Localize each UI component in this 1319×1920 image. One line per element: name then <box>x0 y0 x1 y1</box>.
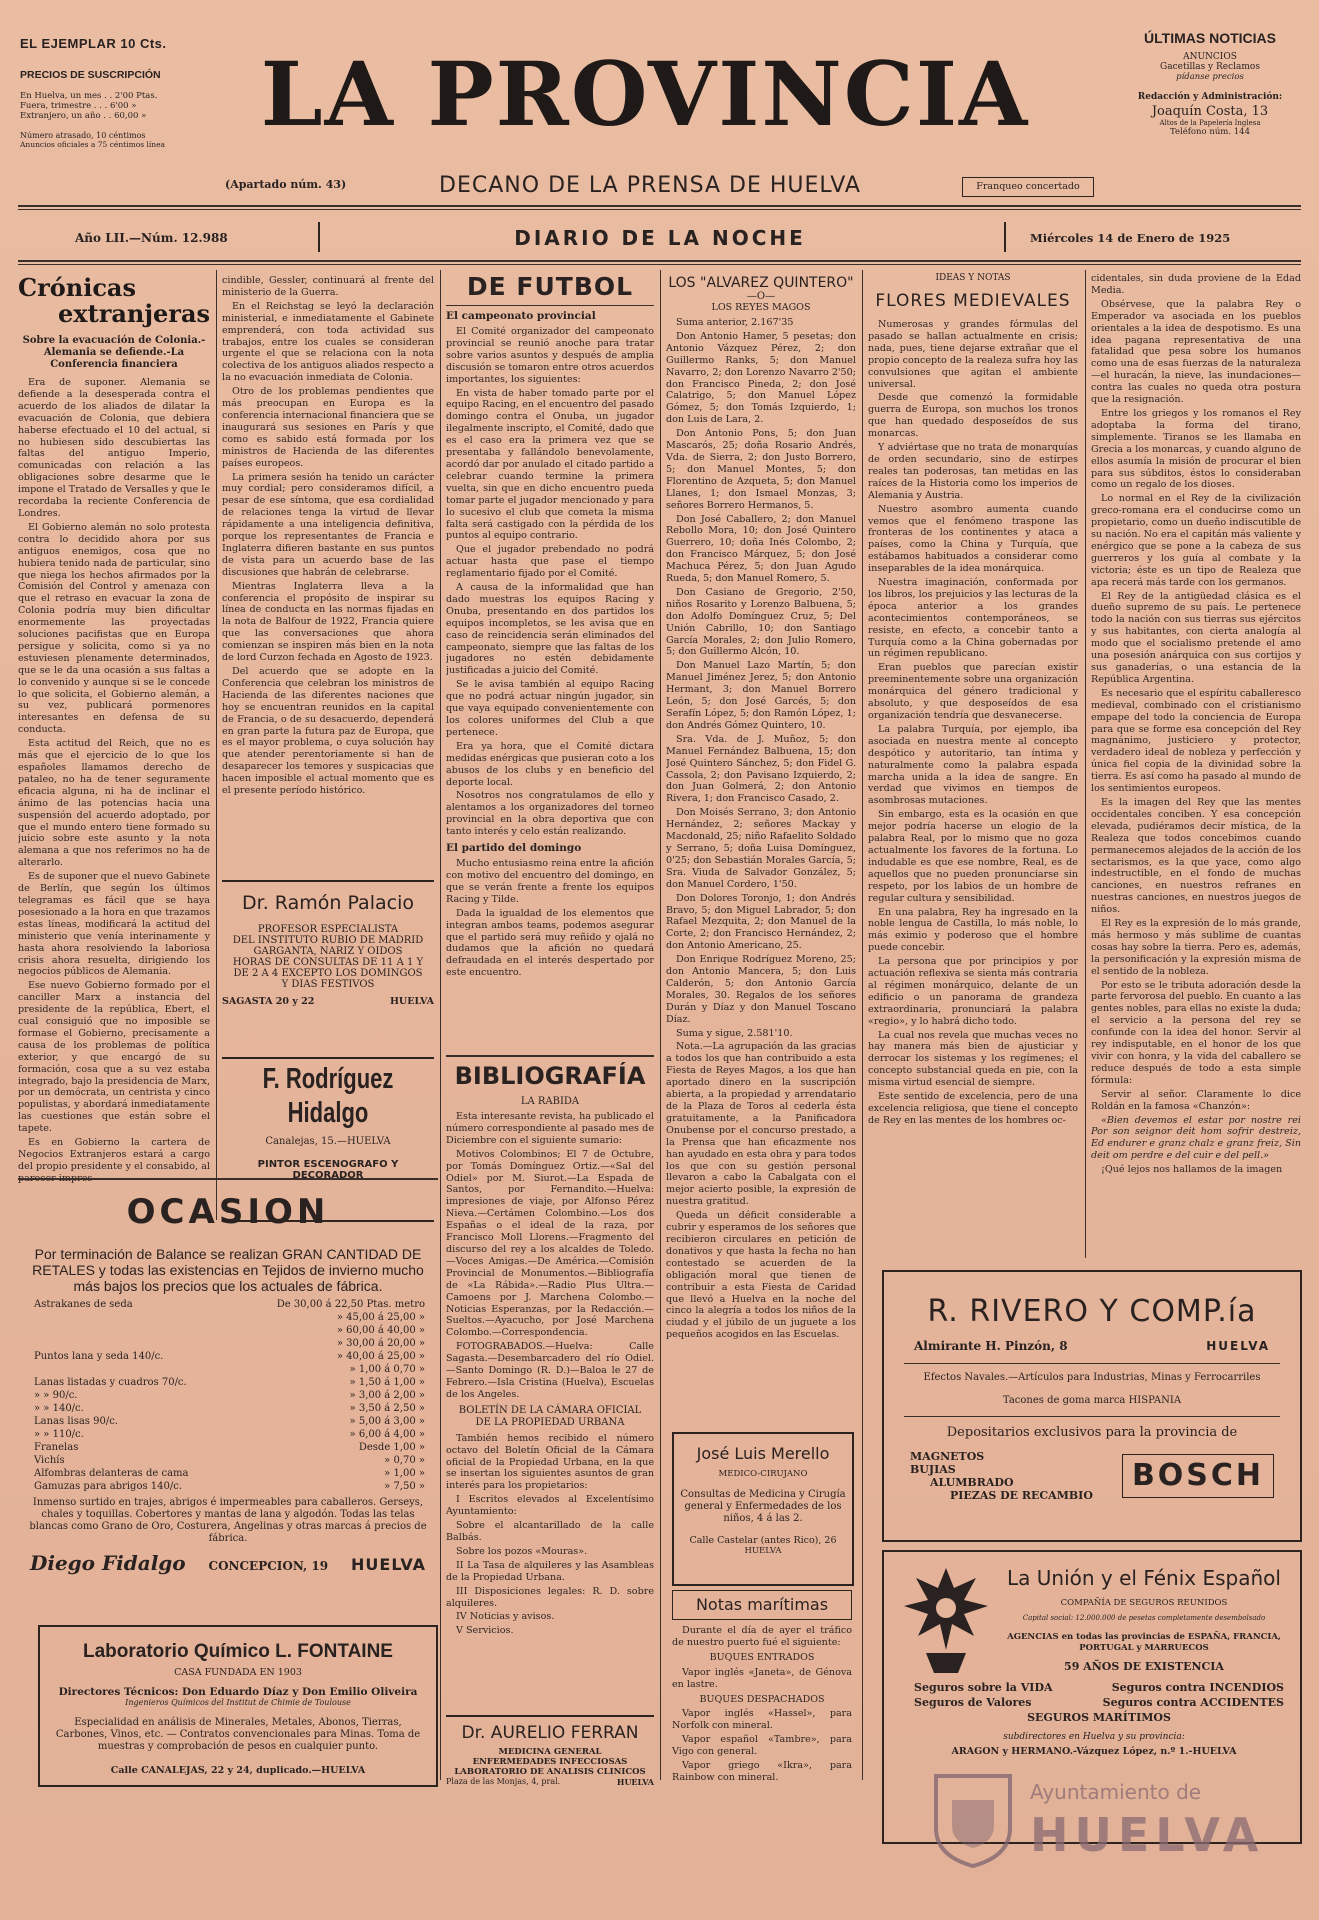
column-rule <box>862 270 863 1780</box>
fontaine-ad <box>38 1625 438 1787</box>
article-paragraph: II La Tasa de alquileres y las Asambleas de la Propiedad Urbana. <box>446 1559 654 1583</box>
divider <box>1004 222 1006 252</box>
union-incendios: Seguros contra INCENDIOS <box>1111 1681 1284 1694</box>
price-item: » » 110/c. <box>34 1429 84 1440</box>
franqueo-box <box>962 177 1094 197</box>
article-paragraph: Don Manuel Lazo Martín, 5; don Manuel Jiménez Jerez, 5; don Antonio Hermant, 3; don Manuel Borrero León, 5; don José Garcés, 5; don Serafín López, 5; don Ramón López, 1; don Andrés Gómez Quintero, 10. <box>666 660 856 731</box>
article-paragraph: Mucho entusiasmo reina entre la afición con motivo del encuentro del domingo, en que se verán frente a frente los equipos Racing y Tilde. <box>446 858 654 905</box>
price-row <box>32 1311 427 1324</box>
masthead-left <box>20 36 195 149</box>
article-paragraph: La primera sesión ha tenido un carácter muy cordial; pero consideramos difícil, a pesar de ese síntoma, que esa cordialidad de relaciones tenga la virtud de llevar rápidamente a una inteligencia definitiva, porque los representantes de Francia e Inglaterra difieren bastante en sus puntos de vista para un acuerdo base de las discusiones que habrán de celebrarse. <box>222 471 434 578</box>
price-item: Gamuzas para abrigos 140/c. <box>34 1481 183 1492</box>
price-value: » 7,50 » <box>384 1481 425 1492</box>
price-item: » » 90/c. <box>34 1390 78 1401</box>
rivero-line: Depositarios exclusivos para la provincia de <box>946 1425 1238 1440</box>
article-paragraph: En el Reichstag se leyó la declaración ministerial, e inmediatamente el Gabinete emprenderá, con toda actividad sus trabajos, entre los cuales se consideran urgente el que se relaciona con la nota colectiva de los antiguos aliados respecto a la no evacuación inmediata de Colonia. <box>222 300 434 384</box>
newspaper-title: LA PROVINCIA <box>260 42 1030 146</box>
bosch-label: BOSCH <box>1131 1458 1265 1493</box>
article-paragraph: Vapor español «Tambre», para Vigo con general. <box>672 1734 852 1758</box>
price-value: » 5,00 á 3,00 » <box>349 1416 425 1427</box>
bosch-logo <box>1122 1454 1274 1498</box>
article-paragraph: Es de suponer que el nuevo Gabinete de Berlín, que según los últimos telegramas es fácil que se haya posesionado a la hora en que trazamos estas líneas, modificará la actitud del ministerio que venía interinamente y hasta ahora resolviendo la laboriosa crisis ahora resuelta, dirigiendo los negocios públicos de Alemania. <box>18 871 210 978</box>
article-paragraph: Dada la igualdad de los elementos que integran ambos teams, podemos asegurar que el partido será muy reñido y ojalá no dudamos que la afición no quedará defraudada en el interés despertado por este encuentro. <box>446 907 654 979</box>
article-paragraph: En una palabra, Rey ha ingresado en la noble lengua de Castilla, lo más noble, lo más eximio y poderoso que el hombre puede concebir. <box>868 906 1078 954</box>
article-paragraph: Lo normal en el Rey de la civilización greco-romana era el conducirse como un propietario, como un dueño indiscutible de su nación. No era el capitán más valiente y enérgico que se pone a la cabeza de sus guerreros y los guía al combate y la victoria; éste es un tipo de Realeza que apa recerá más tarde con los germanos. <box>1091 493 1301 588</box>
article-paragraph: V Servicios. <box>456 1625 514 1637</box>
despachados-title: BUQUES DESPACHADOS <box>699 1693 825 1705</box>
article-paragraph: Se le avisa también al equipo Racing que no podrá actuar ningún jugador, sin que vaya equipado convenientemente con los colores uniformes del Club a que pertenece. <box>446 679 654 738</box>
article-paragraph: IV Noticias y avisos. <box>456 1611 555 1623</box>
issue-date: Miércoles 14 de Enero de 1925 <box>1030 231 1231 245</box>
subscription-line: Fuera, trimestre . . . 6'00 » <box>20 101 137 111</box>
back-issue-note: Número atrasado, 10 céntimos <box>20 131 146 140</box>
price-value: » 3,00 á 2,00 » <box>349 1390 425 1401</box>
article-paragraph: Don Moisés Serrano, 3; don Antonio Hernández, 2; señores Mackay y Macdonald, 25; niño Rafaelito Soldado y Serrano, 5; doña Luisa Domínguez, 0'25; don Sebastián Morales García, 5; Sra. Viuda de Salvador González, 5; don Manuel Cordero, 1'50. <box>666 807 856 890</box>
palacio-line: DE 2 A 4 EXCEPTO LOS DOMINGOS <box>233 968 423 979</box>
notas-title: Notas marítimas <box>695 1595 829 1614</box>
price-row <box>32 1454 427 1467</box>
price-item: Astrakanes de seda <box>34 1299 133 1310</box>
masthead-rule <box>18 205 1301 207</box>
union-subdir: subdirectores en Huelva y su provincia: <box>1003 1732 1185 1742</box>
quintero-subtitle: LOS REYES MAGOS <box>711 302 811 313</box>
price-item: Vichís <box>34 1455 65 1466</box>
palacio-line: HORAS DE CONSULTAS DE 11 A 1 Y <box>232 957 424 968</box>
franqueo-label: Franqueo concertado <box>976 181 1080 192</box>
price-item <box>32 1337 233 1350</box>
column-rule <box>660 270 661 1780</box>
ocasion-firm: Diego Fidalgo <box>30 1551 186 1575</box>
price-row <box>32 1402 427 1415</box>
article-paragraph: El Rey de la antigüedad clásica es el dueño supremo de su país. Le pertenece todo la nación con sus tierras sus ejércitos y sus habitantes, con cierta analogía al modo que el socialismo pretende el amo una posesión anárquica con sus cortijos y sus ganaderías, o una estancia de la República Argentina. <box>1091 590 1301 685</box>
palacio-line: PROFESOR ESPECIALISTA <box>257 924 399 935</box>
article-paragraph: Suma y sigue, 2.581'10. <box>676 1027 793 1039</box>
price-value: » 6,00 á 4,00 » <box>349 1429 425 1440</box>
flores-continued <box>1091 273 1301 1258</box>
palacio-name: Dr. Ramón Palacio <box>242 892 414 914</box>
article-paragraph: Don José Caballero, 2; don Manuel Rebollo Mora, 10; don José Quintero Guerrero, 10; doña Inés Colombo, 2; don Francisco Márquez, 5; don José Machuca Pérez, 5; don Juan Agudo Rueda, 5; don Manuel Romero, 5. <box>666 513 856 585</box>
article-paragraph: El Gobierno alemán no solo protesta contra lo decidido ahora por sus antiguos enemigos, cosa que no hubiera tenido nada de particular, sino que niega los hechos afirmados por la Comisión del Control y amenaza con que el retraso en evacuar la zona de Colonia podría muy bien dificultar enormemente las proyectadas soluciones pacifistas que en Europa persigue y solicita, como si ya no estuviesen plenamente determinados, que se le da una ocasión a sus faltas a lo convenido y aunque si se le concede lo que solicita, el Gobierno alemán, a su vez, publicará pormenores interesantes en defensa de su conducta. <box>18 521 210 736</box>
header-rule-thin <box>18 264 1301 265</box>
price-value: » 40,00 á 25,00 » <box>336 1351 425 1362</box>
price-item: » » 140/c. <box>34 1403 84 1414</box>
price-row <box>32 1441 427 1454</box>
header-rule <box>18 260 1301 262</box>
article-paragraph: cidentales, sin duda proviene de la Edad Media. <box>1091 273 1301 296</box>
flores-article <box>868 273 1078 1228</box>
biblio-subtitle: LA RABIDA <box>520 1096 580 1107</box>
price-value: » 60,00 á 40,00 » <box>336 1325 425 1336</box>
ocasion-title: OCASION <box>126 1192 330 1232</box>
futbol-subtitle-2: El partido del domingo <box>446 842 582 855</box>
union-sub: COMPAÑÍA DE SEGUROS REUNIDOS <box>1060 1598 1228 1608</box>
price-row <box>32 1428 427 1441</box>
article-paragraph: Sobre el alcantarillado de la calle Balbás. <box>446 1520 654 1543</box>
article-paragraph: Don Casiano de Gregorio, 2'50, niños Rosarito y Lorenzo Balbuena, 5; don Adolfo Domínguez Cruz, 5; Del Unión Cabrillo, 10; don Santiago García Morales, 2; don Julio Romero, 5; don Guillermo Alcón, 10. <box>666 586 856 658</box>
article-paragraph: Motivos Colombinos; El 7 de Octubre, por Tomás Domínguez Ortiz.—«Sal del Odiel» por M. Siurot.—La Espada de Santos, por Fernandito.—Huelva: impresiones de viaje, por Alfonso Pérez Nieva.—Certámen Colombino.—Los dos Españas o el ideal de la raza, por Francisco Moll Llorens.—Fragmento del discurso del rey a los alcaldes de Toledo.—Voces Amigas.—De América.—Comisión Provincial de Monumentos.—Bibliografía de «La Rábida».—Radio Plus Ultra.—Camoens por J. Marchena Colombo.—Noticias Esperanzas, por la Redacción.—Sueltos.—Ayacucho, por José Marchena Colombo.—Correspondencia. <box>446 1148 654 1339</box>
union-accidentes: Seguros contra ACCIDENTES <box>1102 1696 1284 1709</box>
article-paragraph: Nosotros nos congratulamos de ello y alentamos a los organizadores del torneo provincial en la obra deportiva que con tanto interés y celo están realizando. <box>446 790 654 838</box>
union-valores: Seguros de Valores <box>914 1696 1032 1709</box>
cronicas-continued <box>222 275 434 875</box>
quintero-article <box>666 275 856 1425</box>
palacio-line: GARGANTA, NARIZ Y OIDOS <box>253 946 403 957</box>
price-value: » 0,70 » <box>384 1455 425 1466</box>
precios-label: pídanse precios <box>1176 72 1244 82</box>
rivero-line: Tacones de goma marca HISPANIA <box>1002 1395 1182 1406</box>
article-paragraph: Sra. Vda. de J. Muñoz, 5; don Manuel Fernández Balbuena, 15; don José Quintero Sánchez, 5; don Fidel G. Cassola, 2; don Pavisano Izquierdo, 2; don Juan Golmerá, 2; don Antonio Rivera, 1; don Francisco Casado, 2. <box>666 733 856 805</box>
price-row <box>32 1363 427 1376</box>
article-paragraph: Otro de los problemas pendientes que más preocupan en Europa es la conferencia internacional financiera que se inaugurará sus sesiones en París y que como es sabido está formada por los ministros de Hacienda de las diferentes países europeos. <box>222 386 434 469</box>
fontaine-founded: CASA FUNDADA EN 1903 <box>174 1667 302 1678</box>
price-item: Lanas lisas 90/c. <box>34 1416 118 1427</box>
article-paragraph: Que el jugador prebendado no podrá actuar hasta que pase el tiempo reglamentario fijado por el Comité. <box>446 544 654 580</box>
altos-label: Altos de la Papelería Inglesa <box>1159 119 1261 127</box>
price-row <box>32 1415 427 1428</box>
ferran-line: ENFERMEDADES INFECCIOSAS <box>472 1757 628 1767</box>
biblio-rule <box>446 1055 654 1057</box>
article-paragraph: Obsérvese, que la palabra Rey o Emperador va asociada en los pueblos orientales a la idea de despotismo. Es una idea pagana representativa de una fatalidad que pesa sobre los humanos como una de esas fuerzas de la naturaleza—el huracán, la nieve, las inundaciones—contra las cuales no queda otra postura que la resignación. <box>1091 298 1301 406</box>
price-item: Alfombras delanteras de cama <box>34 1468 189 1479</box>
article-paragraph: Desde que comenzó la formidable guerra de Europa, son muchos los tronos que han quedado desposeídos de sus monarcas. <box>868 392 1078 440</box>
palacio-address: SAGASTA 20 y 22 <box>222 996 315 1007</box>
merello-ad <box>672 1432 854 1586</box>
article-paragraph: Ese nuevo Gobierno formado por el canciller Marx a instancia del presidente de la república, Ebert, el cual consiguió que no imposible se formase el Gobierno, precisamente a causa de los problemas de política exterior, y que encargó de su formación, cosa que a su vez estaba integrado, bajo la presidencia de Marx, por un demócrata, un centrista y cinco populistas, y abordará inmediatamente las cuestiones que están sobre el tapete. <box>18 980 210 1135</box>
article-paragraph: Nuestro asombro aumenta cuando vemos que el fenómeno traspone las fronteras de los continentes y ataca a países, como la China y Turquía, que estábamos habituados a considerar como inseparables de la idea monárquica. <box>868 503 1078 575</box>
issue-number: Año LII.—Núm. 12.988 <box>75 231 228 245</box>
phoenix-emblem-icon <box>896 1558 996 1678</box>
article-paragraph: También hemos recibido el número octavo del Boletín Oficial de la Cámara oficial de la Propiedad Urbana, en la que se insertan los siguientes asuntos de gran interés para los propietarios: <box>446 1432 654 1492</box>
notas-box <box>672 1590 852 1620</box>
rodriguez-address: Canalejas, 15.—HUELVA <box>265 1136 391 1147</box>
article-paragraph: Por esto se le tributa adoración desde la parte fervorosa del pueblo. En cuanto a las gentes nobles, para ellas no existe la duda; el servicio a la persona del rey se confunde con la idea del honor. Servir al rey indisputable, en el honor de los que vivir con honra, y la vida del caballero se reduce después de todo a esta simple fórmula: <box>1091 979 1301 1086</box>
quintero-title: LOS "ALVAREZ QUINTERO" <box>668 275 854 291</box>
entrados-title: BUQUES ENTRADOS <box>709 1651 815 1663</box>
rivero-name: R. RIVERO Y COMP.ía <box>927 1294 1257 1329</box>
rivero-item: PIEZAS DE RECAMBIO <box>950 1489 1093 1502</box>
article-paragraph: Del acuerdo que se adopte en la Conferencia que celebran los ministros de Hacienda de las diferentes naciones que hoy se encuentran reunidos en la capital de Francia, o de su desacuerdo, dependerá en gran parte la futura paz de Europa, que es el mayor problema, o cuya solución hay que atender perentoriamente si han de desaparecer los temores y suspicacias que hacen imposible el actual momento que es el presente período histórico. <box>222 666 434 797</box>
article-paragraph: III Disposiciones legales: R. D. sobre alquileres. <box>446 1585 654 1609</box>
ocasion-firm-city: HUELVA <box>351 1555 426 1574</box>
article-paragraph: Queda un déficit considerable a cubrir y esperamos de los señores que recibieron circulares en petición de donativos y que hasta la fecha no han contestado se acuerden de la obligación moral que tienen de contribuir a esta Fiesta de Caridad que llevó a Huelva en la noche del cinco la alegría a todos los niños de la ciudad y el júbilo de un juguete a los pequeños acogidos en las Escuelas. <box>666 1210 856 1341</box>
price-row <box>32 1376 427 1389</box>
article-paragraph: Esta actitud del Reich, que no es más que el ejercicio de lo que los españoles llamamos derecho de pataleo, no ha de tener seguramente eficacia alguna, ni ha de inclinar el ánimo de las potencias hacia una suspensión del acuerdo adoptado, por que el mundo entero tiene formado su juicio sobre este asunto y la nota alemana a que nos referimos no ha de alterarlo. <box>18 738 210 869</box>
article-paragraph: En vista de haber tomado parte por el equipo Racing, en el encuentro del pasado domingo contra el Onuba, un jugador ilegalmente inscripto, el Comité, dado que es el caso era la primera vez que se presentaba y fallándolo benevolamente, acordó dar por anulado el citado partido a celebrar cuando termine la primera vuelta, sin que en dicho encuentro pueda tomar parte el jugador mencionado y para lo sucesivo el club que cometa la misma falta será castigado con la pérdida de los puntos al equipo contrario. <box>446 387 654 542</box>
merello-address: Calle Castelar (antes Rico), 26 <box>689 1535 837 1546</box>
quintero-dash: —O— <box>746 291 776 302</box>
article-paragraph: La palabra Turquía, por ejemplo, iba asociada en nuestra mente al concepto despótico y autoritario, tan íntima y naturalmente como la palabra espada marcha unida a la idea de sangre. En verdad que vivimos en tiempos de asombrosas mutaciones. <box>868 723 1078 807</box>
divider <box>318 222 320 252</box>
article-paragraph: Sobre los pozos «Mouras». <box>456 1545 588 1557</box>
article-paragraph: Es necesario que el espíritu caballeresco medieval, combinado con el cristianismo empape del todo la conciencia de Europa para que se forme esa concepción del Rey magnánimo, justiciero y protector, verdadero ideal de nobleza y perfección y única fiel copia de la divinidad sobre la tierra. Es así como ha pasado al mundo de los sentimientos europeos. <box>1091 687 1301 795</box>
price-row <box>32 1350 427 1363</box>
palacio-line: DEL INSTITUTO RUBIO DE MADRID <box>232 935 424 946</box>
price-row <box>32 1298 427 1311</box>
article-paragraph: Vapor griego «Ikra», para Rainbow con mineral. <box>672 1760 852 1783</box>
gacetillas-label: Gacetillas y Reclamos <box>1160 62 1260 72</box>
price-table <box>32 1298 427 1493</box>
ultimas-noticias: ÚLTIMAS NOTICIAS <box>1144 30 1276 46</box>
masthead-rule-thin <box>18 209 1301 210</box>
article-paragraph: Servir al señor. Claramente lo dice Roldán en la famosa «Chanzón»: <box>1091 1088 1301 1112</box>
biblio-article <box>446 1062 654 1712</box>
rivero-address: Almirante H. Pinzón, 8 <box>914 1339 1068 1353</box>
rivero-item: BUJIAS <box>910 1463 956 1476</box>
article-paragraph: ¡Qué lejos nos hallamos de la imagen <box>1101 1164 1283 1176</box>
rivero-city: HUELVA <box>1206 1339 1270 1353</box>
price-value: » 1,00 á 0,70 » <box>349 1364 425 1375</box>
rivero-ad <box>882 1270 1302 1542</box>
ferran-line: LABORATORIO DE ANALISIS CLINICOS <box>454 1767 646 1777</box>
article-paragraph: Eran pueblos que parecían existir preeminentemente sobre una organización monárquica del género tradicional y absoluto, y que desposeídos de esa organización tendría que desvanecerse. <box>868 662 1078 721</box>
price-row <box>32 1389 427 1402</box>
article-paragraph: Vapor inglés «Janeta», de Génova en lastre. <box>672 1666 852 1690</box>
watermark-line1: Ayuntamiento de <box>1030 1780 1202 1804</box>
ferran-line: MEDICINA GENERAL <box>498 1747 602 1757</box>
article-paragraph: Suma anterior, 2.167'35 <box>676 317 794 328</box>
cronicas-title-2: extranjeras <box>58 299 210 328</box>
article-paragraph: Nuestra imaginación, conformada por los libros, los prejuicios y las lecturas de la época anterior a los grandes acontecimientos contemporáneos, se resiste, en efecto, a concebir tanto a Turquía como a la China gobernadas por un régimen republicano. <box>868 577 1078 660</box>
ferran-city: HUELVA <box>616 1777 654 1787</box>
article-paragraph: Es la imagen del Rey que las mentes occidentales conciben. Y esa concepción elevada, pudiéramos decir mística, de la Realeza que todos concebimos cuando permanecemos alejados de la acción de los sectarismos, es la que yace, como algo indestructible, en el fondo de muchas canciones, en nuestros refranes en nuestras canciones, en nuestros juegos de niños. <box>1091 796 1301 916</box>
price-item <box>32 1324 233 1337</box>
redaccion-label: Redacción y Administración: <box>1137 92 1283 102</box>
palacio-city: HUELVA <box>389 996 434 1007</box>
column-rule <box>216 270 217 1220</box>
price-value: » 30,00 á 20,00 » <box>336 1338 425 1349</box>
diario-label: DIARIO DE LA NOCHE <box>514 226 806 250</box>
ocasion-firm-address: CONCEPCION, 19 <box>208 1559 329 1573</box>
palacio-line: Y DIAS FESTIVOS <box>281 979 375 990</box>
union-name: La Unión y el Fénix Español <box>1007 1566 1281 1590</box>
price-row <box>32 1467 427 1480</box>
masthead-right <box>1115 30 1305 137</box>
article-paragraph: Es en Gobierno la cartera de Negocios Extranjeros estará a cargo del propio presidente y el consabido, al parecer impres- <box>18 1137 210 1184</box>
rivero-item: MAGNETOS <box>910 1450 985 1463</box>
subscription-line: En Huelva, un mes . . 2'00 Ptas. <box>20 91 158 101</box>
ads-note: Anuncios oficiales a 75 céntimos línea <box>20 140 165 149</box>
merello-hours: Consultas de Medicina y Cirugía general y Enfermedades de los niños, 4 á las 2. <box>680 1489 846 1524</box>
merello-name: José Luis Merello <box>696 1444 830 1463</box>
cronicas-subtitle: Sobre la evacuación de Colonia.- Alemania se defiende.-La Conferencia financiera <box>22 335 206 370</box>
price-item: Lanas listadas y cuadros 70/c. <box>34 1377 187 1388</box>
article-paragraph: El Rey es la expresión de lo más grande, más hermoso y más sublime de cuantas cosas hay sobre la tierra. Pero es, además, la personificación y la expresión misma de el sentido de la nobleza. <box>1091 918 1301 977</box>
futbol-subtitle: El campeonato provincial <box>446 310 596 322</box>
flores-title: FLORES MEDIEVALES <box>875 291 1071 311</box>
biblio-title: BIBLIOGRAFÍA <box>454 1062 646 1090</box>
notas-article <box>672 1625 852 1785</box>
price-value: De 30,00 á 22,50 Ptas. metro <box>276 1299 425 1310</box>
ferran-ad <box>446 1715 654 1785</box>
futbol-title: DE FUTBOL <box>466 272 634 301</box>
ocasion-ad <box>18 1180 438 1620</box>
ocasion-intro: Por terminación de Balance se realizan GRAN CANTIDAD DE RETALES y todas las existencias en Tejidos de invierno mucho más bajos los precios que los actuales de fábrica. <box>32 1246 424 1294</box>
article-paragraph: Don Dolores Toronjo, 1; don Andrés Bravo, 5; don Miguel Labrador, 5; don Rafael Mezquita, 2; don Manuel de la Corte, 2; don Francisco Hernández, 2; don Antonio Americano, 25. <box>666 892 856 952</box>
ferran-address: Plaza de las Monjas, 4, pral. <box>446 1777 561 1786</box>
article-paragraph: Vapor inglés «Hassel», para Norfolk con mineral. <box>672 1708 852 1732</box>
rivero-line: Efectos Navales.—Artículos para Industrias, Minas y Ferrocarriles <box>923 1372 1261 1383</box>
merello-title: MEDICO-CIRUJANO <box>718 1469 808 1479</box>
union-capital: Capital social: 12.000.000 de pesetas completamente desembolsado <box>1022 1614 1266 1622</box>
column-rule <box>1085 270 1086 1258</box>
union-agencias: AGENCIAS en todas las provincias de ESPAÑA, FRANCIA, PORTUGAL y MARRUECOS <box>1007 1632 1281 1653</box>
article-paragraph: La persona que por principios y por actuación reflexiva se sienta más contraria al régimen monárquico, delante de un edificio o un panorama de grandeza extraordinaria, pronunciará la palabra «regio», y lo habrá dicho todo. <box>868 956 1078 1027</box>
union-years: 59 AÑOS DE EXISTENCIA <box>1064 1660 1224 1673</box>
column-rule <box>440 270 441 1780</box>
union-agents: ARAGON y HERMANO.-Vázquez López, n.º 1.-HUELVA <box>951 1746 1237 1757</box>
price-row <box>32 1324 427 1337</box>
price-value: » 1,00 » <box>384 1468 425 1479</box>
fontaine-title: Laboratorio Químico L. FONTAINE <box>83 1641 393 1662</box>
article-paragraph: Y adviértase que no trata de monarquías de orden secundario, sino de estirpes reales tan poderosas, tan metidas en las raíces de la Historia como los imperios de Alemania y Austria. <box>868 442 1078 501</box>
price-item <box>32 1311 233 1324</box>
subscription-title: PRECIOS DE SUSCRIPCIÓN <box>20 69 161 81</box>
rodriguez-trade: PINTOR ESCENOGRAFO Y DECORADOR <box>257 1159 399 1181</box>
article-paragraph: Nota.—La agrupación da las gracias a todos los que han contribuido a esta Fiesta de Reyes Magos, a los que han aportado dinero en la suscripción abierta, a la propiedad y arrendatario de la Plaza de Toros al cederla ésta gratuitamente, a la Panificadora Onubense por el concurso prestado, a la Prensa que han eficazmente nos han ayudado en esta obra y para todos los que con su gestión personal llevaron a cabo la Cabalgata con el mejor acierto posible, la expresión de nuestra gratitud. <box>666 1041 856 1208</box>
article-paragraph: FOTOGRABADOS.—Huelva: Calle Sagasta.—Desembarcadero del río Odiel.—Santo Domingo (R. D.)—Baloa le 27 de Febrero.—Isla Cristina (Huelva), Escuelas de los Angeles. <box>446 1341 654 1400</box>
office-address: Joaquín Costa, 13 <box>1151 104 1269 119</box>
cronicas-title-1: Crónicas <box>18 275 136 302</box>
article-paragraph: Entre los griegos y los romanos el Rey adoptaba la forma del tirano, simplemente. Tiranos se les llamaba en Grecia a los monarcas, y cuando alguno de ellos asumía la misión de procurar el bien para sus súbditos, éstos lo consideraban como un regalo de los dioses. <box>1091 407 1301 491</box>
bulletin-title: BOLETÍN DE LA CÁMARA OFICIAL DE LA PROPIEDAD URBANA <box>458 1404 642 1428</box>
union-maritimos: SEGUROS MARÍTIMOS <box>1027 1711 1171 1724</box>
ferran-name: Dr. AURELIO FERRAN <box>461 1723 639 1743</box>
rodriguez-name: F. Rodríguez Hidalgo <box>262 1062 394 1129</box>
article-paragraph: Era de suponer. Alemania se defiende a la desesperada contra el acuerdo de los aliados de dilatar la evacuación de Colonia, que debiera haberse efectuado el 10 del actual, si no hubiesen sido descubiertas las faltas del antiguo Imperio, comunicadas con relación a las obligaciones sobre desarme que le impone el Tratado de Versalles y que le recordaba la reciente Conferencia de Londres. <box>18 377 210 519</box>
fontaine-address: Calle CANALEJAS, 22 y 24, duplicado.—HUELVA <box>110 1765 366 1776</box>
article-paragraph: Don Enrique Rodríguez Moreno, 25; don Antonio Mancera, 5; don Luis Calderón, 5; don Antonio García Morales, 30. Regalos de los señores Durán y Díaz y don Manuel Toscano Díaz. <box>666 954 856 1025</box>
union-vida: Seguros sobre la VIDA <box>914 1681 1053 1694</box>
article-paragraph: Don Antonio Pons, 5; don Juan Mascarós, 25; doña Rosario Andrés, Vda. de Sierra, 2; don Justo Borrero, 5; don Manuel Montes, 5; don Florentino de Azqueta, 5; don Manuel Llanes, 1; don Ismael Monzas, 3; señores Borrero Hermanos, 5. <box>666 428 856 511</box>
fontaine-engineers: Ingenieros Químicos del Institut de Chimie de Toulouse <box>125 1698 351 1707</box>
price-item: Puntos lana y seda 140/c. <box>34 1351 164 1362</box>
fontaine-spec: Especialidad en análisis de Minerales, Metales, Abonos, Tierras, Carbones, Vinos, etc. — Contratos convencionales para Minas. Toma de muestras y comprobación de pesos en cualquier punto. <box>55 1717 421 1752</box>
decano-subtitle: DECANO DE LA PRENSA DE HUELVA <box>439 173 861 198</box>
price-value: Desde 1,00 » <box>358 1442 425 1453</box>
ocasion-outro: Inmenso surtido en trajes, abrigos é impermeables para caballeros. Gerseys, chales y toquillas. Cobertores y mantas de lana y algodón. Todas las telas blancas como Grano de Oro, Costurera, Angelinas y otras marcas á precios de fábrica. <box>29 1497 427 1544</box>
anuncios-label: ANUNCIOS <box>1183 52 1237 62</box>
article-paragraph: El Comité organizador del campeonato provincial se reunió anoche para tratar sobre varios asuntos y después de amplia discusión se tomaron entre otros acuerdos importantes, los siguientes: <box>446 326 654 385</box>
article-paragraph: Este sentido de excelencia, pero de una excelencia religiosa, que tiene el concepto de Rey en las mentes de los hombres oc- <box>868 1091 1078 1126</box>
palacio-ad <box>222 880 434 1059</box>
article-paragraph: Era ya hora, que el Comité dictara medidas enérgicas que pusieran coto a los abusos de los clubs y en beneficio del deporte local. <box>446 740 654 788</box>
article-paragraph: Mientras Inglaterra lleva a la conferencia el propósito de inspirar su línea de conducta en las normas fijadas en la nota de Balfour de 1922, Francia quiere que las conversaciones que ahora comienzan se inspiren más bien en la nota de lord Curzon fechada en Agosto de 1923. <box>222 580 434 664</box>
article-paragraph: Don Antonio Hamer, 5 pesetas; don Antonio Vázquez Pérez, 2; don Guillermo Ranks, 5; don Manuel Navarro, 2; don Lorenzo Navarro 2'50; don Francisco Pineda, 2; don José Calatrigo, 5; don Manuel López Gómez, 5; don Tomás Izquierdo, 1; don Luis de Lara, 2. <box>666 330 856 426</box>
price-item: Franelas <box>34 1442 79 1453</box>
article-paragraph: Numerosas y grandes fórmulas del pasado se hallan actualmente en crisis; nada, pues, tiene dejarse extrañar que el propio concepto de la realeza sufra hoy las convulsiones que agitan el ambiente universal. <box>868 319 1078 390</box>
watermark-line2: HUELVA <box>1030 1808 1265 1862</box>
rivero-item: ALUMBRADO <box>930 1476 1014 1489</box>
issue-price: EL EJEMPLAR 10 Cts. <box>20 36 167 51</box>
fontaine-directors: Directores Técnicos: Don Eduardo Díaz y Don Emilio Oliveira <box>58 1686 418 1698</box>
article-quote: «Bien devemos el estar por nostre rei Por son seignor deit hom sofrir destreiz, Ed endurer e granz chalz e granz freiz, Sin deit om perdre e del cuir e del pell.» <box>1091 1114 1301 1162</box>
price-row <box>32 1337 427 1350</box>
futbol-article <box>446 272 654 1052</box>
subscription-line: Extranjero, un año . . 60,00 » <box>20 111 147 121</box>
price-value: » 1,50 á 1,00 » <box>349 1377 425 1388</box>
price-value: » 45,00 á 25,00 » <box>336 1312 425 1323</box>
article-paragraph: La cual nos revela que muchas veces no hay manera más bien de ajusticiar y derrocar los sistemas y los regímenes; el concepto substancial queda en pie, con la misma virtud esencial de siempre. <box>868 1029 1078 1089</box>
ideas-label: IDEAS Y NOTAS <box>935 273 1011 283</box>
article-paragraph: Durante el día de ayer el tráfico de nuestro puerto fué el siguiente: <box>672 1625 852 1648</box>
merello-city: HUELVA <box>744 1546 782 1556</box>
article-paragraph: I Escritos elevados al Excelentísimo Ayuntamiento: <box>446 1494 654 1518</box>
article-paragraph: cindible, Gessler, continuará al frente del ministerio de la Guerra. <box>222 275 434 298</box>
cronicas-article <box>18 275 210 1220</box>
price-value: » 3,50 á 2,50 » <box>349 1403 425 1414</box>
article-paragraph: Sin embargo, esta es la ocasión en que mejor podría hacerse un elogio de la palabra Real, por lo mismo que no goza actualmente los favores de la fortuna. Lo indudable es que ese nombre, Real, es de aquellos que no pueden pronunciarse sin respeto, por los labios de un hombre de regular cultura y sensibilidad. <box>868 809 1078 904</box>
price-row <box>32 1480 427 1493</box>
article-paragraph: A causa de la informalidad que han dado muestras los equipos Racing y Onuba, presentando en dos partidos los equipos incompletos, se les avisa que en caso de reincidencia serán eliminados del campeonato, siempre que las faltas de los jugadores no estén debidamente justificadas a juicio del Comité. <box>446 582 654 677</box>
price-item <box>32 1363 233 1376</box>
article-paragraph: Esta interesante revista, ha publicado el número correspondiente al pasado mes de Diciembre con el siguiente sumario: <box>446 1111 654 1146</box>
apartado: (Apartado núm. 43) <box>225 178 347 191</box>
phone-label: Teléfono núm. 144 <box>1170 127 1250 137</box>
ayuntamiento-shield-icon <box>930 1770 1016 1870</box>
